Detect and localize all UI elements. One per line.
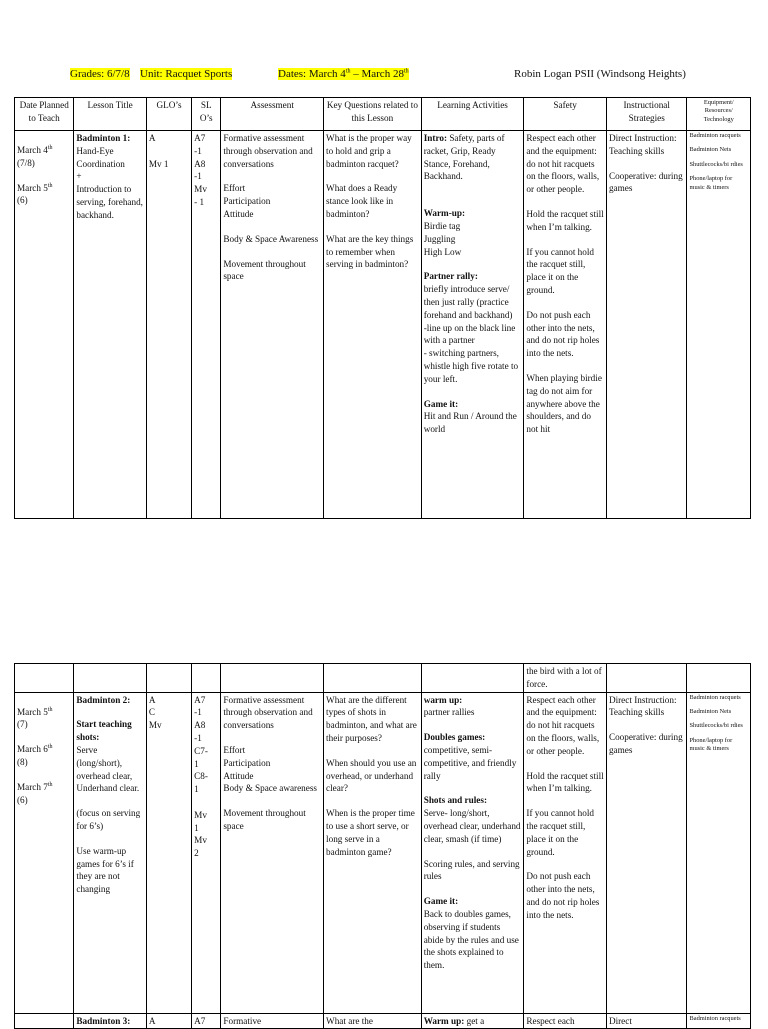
lesson1-questions: What is the proper way to hold and grip a badminton racquet? What does a Ready stance look like in badminton? What are the key things to remember when serving in badminton?	[324, 131, 422, 519]
lesson-row-2	[15, 692, 751, 1013]
col-lesson-title: Lesson Title	[74, 98, 146, 131]
unit-label: Unit: Racquet Sports	[140, 68, 233, 80]
author-label: Robin Logan PSII (Windsong Heights)	[514, 68, 686, 80]
lesson2-title: Badminton 2: Start teaching shots: Serve (long/short), overhead clear, Underhand clear. (focus on serving for 6’s) Use warm-up games for 6’s if they are not changing	[74, 692, 146, 1013]
col-glo: GLO’s	[146, 98, 191, 131]
lesson1-assessment: Formative assessment through observation and conversations Effort Participation Attitude Body & Space Awareness Movement throughout space	[221, 131, 324, 519]
col-equipment: Equipment/ Resources/ Technology	[687, 98, 751, 131]
lesson3-strategies: Direct	[606, 1013, 687, 1029]
lesson2-dates: March 5th (7) March 6th (8) March 7th (6)	[15, 692, 74, 1013]
grades-label: Grades: 6/7/8	[70, 68, 130, 80]
col-safety: Safety	[524, 98, 607, 131]
lesson3-safety: Respect each	[524, 1013, 607, 1029]
lesson1-dates: March 4th (7/8) March 5th (6)	[15, 131, 74, 519]
lesson1-activities: Intro: Safety, parts of racket, Grip, Ready Stance, Forehand, Backhand. Warm-up: Birdie tag Juggling High Low Partner rally: briefly introduce serve/ then just rally (practice forehand and backhand) -line up on the black line with a partner - switching partners, whistle high five rotate to your left. Game it: Hit and Run / Around the world	[421, 131, 524, 519]
lesson2-assessment: Formative assessment through observation and conversations Effort Participation Attitude Body & Space awareness Movement throughout space	[221, 692, 324, 1013]
lesson-plan-table-2	[14, 663, 751, 1029]
lesson1-strategies: Direct Instruction: Teaching skills Cooperative: during games	[606, 131, 687, 519]
lesson2-strategies: Direct Instruction: Teaching skills Cooperative: during games	[606, 692, 687, 1013]
lesson2-questions: What are the different types of shots in badminton, and what are their purposes? When should you use an overhead, or underhand clear? When is the proper time to use a short serve, or long serve in a badminton game?	[324, 692, 422, 1013]
lesson2-equipment: Badminton racquets Badminton Nets Shuttlecocks/bi rdies Phone/laptop for music & timers	[687, 692, 751, 1013]
lesson3-assessment: Formative	[221, 1013, 324, 1029]
col-assessment: Assessment	[221, 98, 324, 131]
lesson1-slo: A7 -1 A8 -1 Mv - 1	[192, 131, 221, 519]
lesson3-equipment: Badminton racquets	[687, 1013, 751, 1029]
column-header-row	[15, 98, 751, 131]
lesson1-title: Badminton 1: Hand-Eye Coordination + Introduction to serving, forehand, backhand.	[74, 131, 146, 519]
lesson3-slo: A7	[192, 1013, 221, 1029]
lesson1-safety-continued: the bird with a lot of force.	[524, 664, 607, 693]
continued-row	[15, 664, 751, 693]
document-header	[70, 68, 750, 84]
col-instructional-strategies: Instructional Strategies	[606, 98, 687, 131]
lesson-row-3	[15, 1013, 751, 1029]
dates-label: Dates: March 4th – March 28th	[278, 68, 409, 80]
col-slo: SL O’s	[192, 98, 221, 131]
lesson1-safety: Respect each other and the equipment: do not hit racquets on the floors, walls, or other people. Hold the racquet still when I’m talking. If you cannot hold the racquet still, place it on the ground. Do not push each other into the nets, and do not rip holes into the nets. When playing birdie tag do not aim for anywhere above the shoulders, and do not hit	[524, 131, 607, 519]
col-learning-activities: Learning Activities	[421, 98, 524, 131]
lesson1-glo: A Mv 1	[146, 131, 191, 519]
col-key-questions: Key Questions related to this Lesson	[324, 98, 422, 131]
lesson3-glo: A	[146, 1013, 191, 1029]
lesson-plan-table-1	[14, 97, 751, 519]
lesson2-glo: A C Mv	[146, 692, 191, 1013]
lesson1-equipment: Badminton racquets Badminton Nets Shuttlecocks/bi rdies Phone/laptop for music & timers	[687, 131, 751, 519]
lesson3-activities: Warm up: get a	[421, 1013, 524, 1029]
lesson2-activities: warm up: partner rallies Doubles games: competitive, semi-competitive, and friendly rally Shots and rules: Serve- long/short, overhead clear, underhand clear, smash (if time) Scoring rules, and serving rules Game it: Back to doubles games, observing if students abide by the rules and use the shots explained to them.	[421, 692, 524, 1013]
lesson3-title: Badminton 3:	[74, 1013, 146, 1029]
lesson-row-1	[15, 131, 751, 519]
col-date: Date Planned to Teach	[15, 98, 74, 131]
lesson2-slo: A7 -1 A8 -1 C7- 1 C8- 1 Mv 1 Mv 2	[192, 692, 221, 1013]
lesson3-questions: What are the	[324, 1013, 422, 1029]
lesson2-safety: Respect each other and the equipment: do not hit racquets on the floors, walls, or other people. Hold the racquet still when I’m talking. If you cannot hold the racquet still, place it on the ground. Do not push each other into the nets, and do not rip holes into the nets.	[524, 692, 607, 1013]
